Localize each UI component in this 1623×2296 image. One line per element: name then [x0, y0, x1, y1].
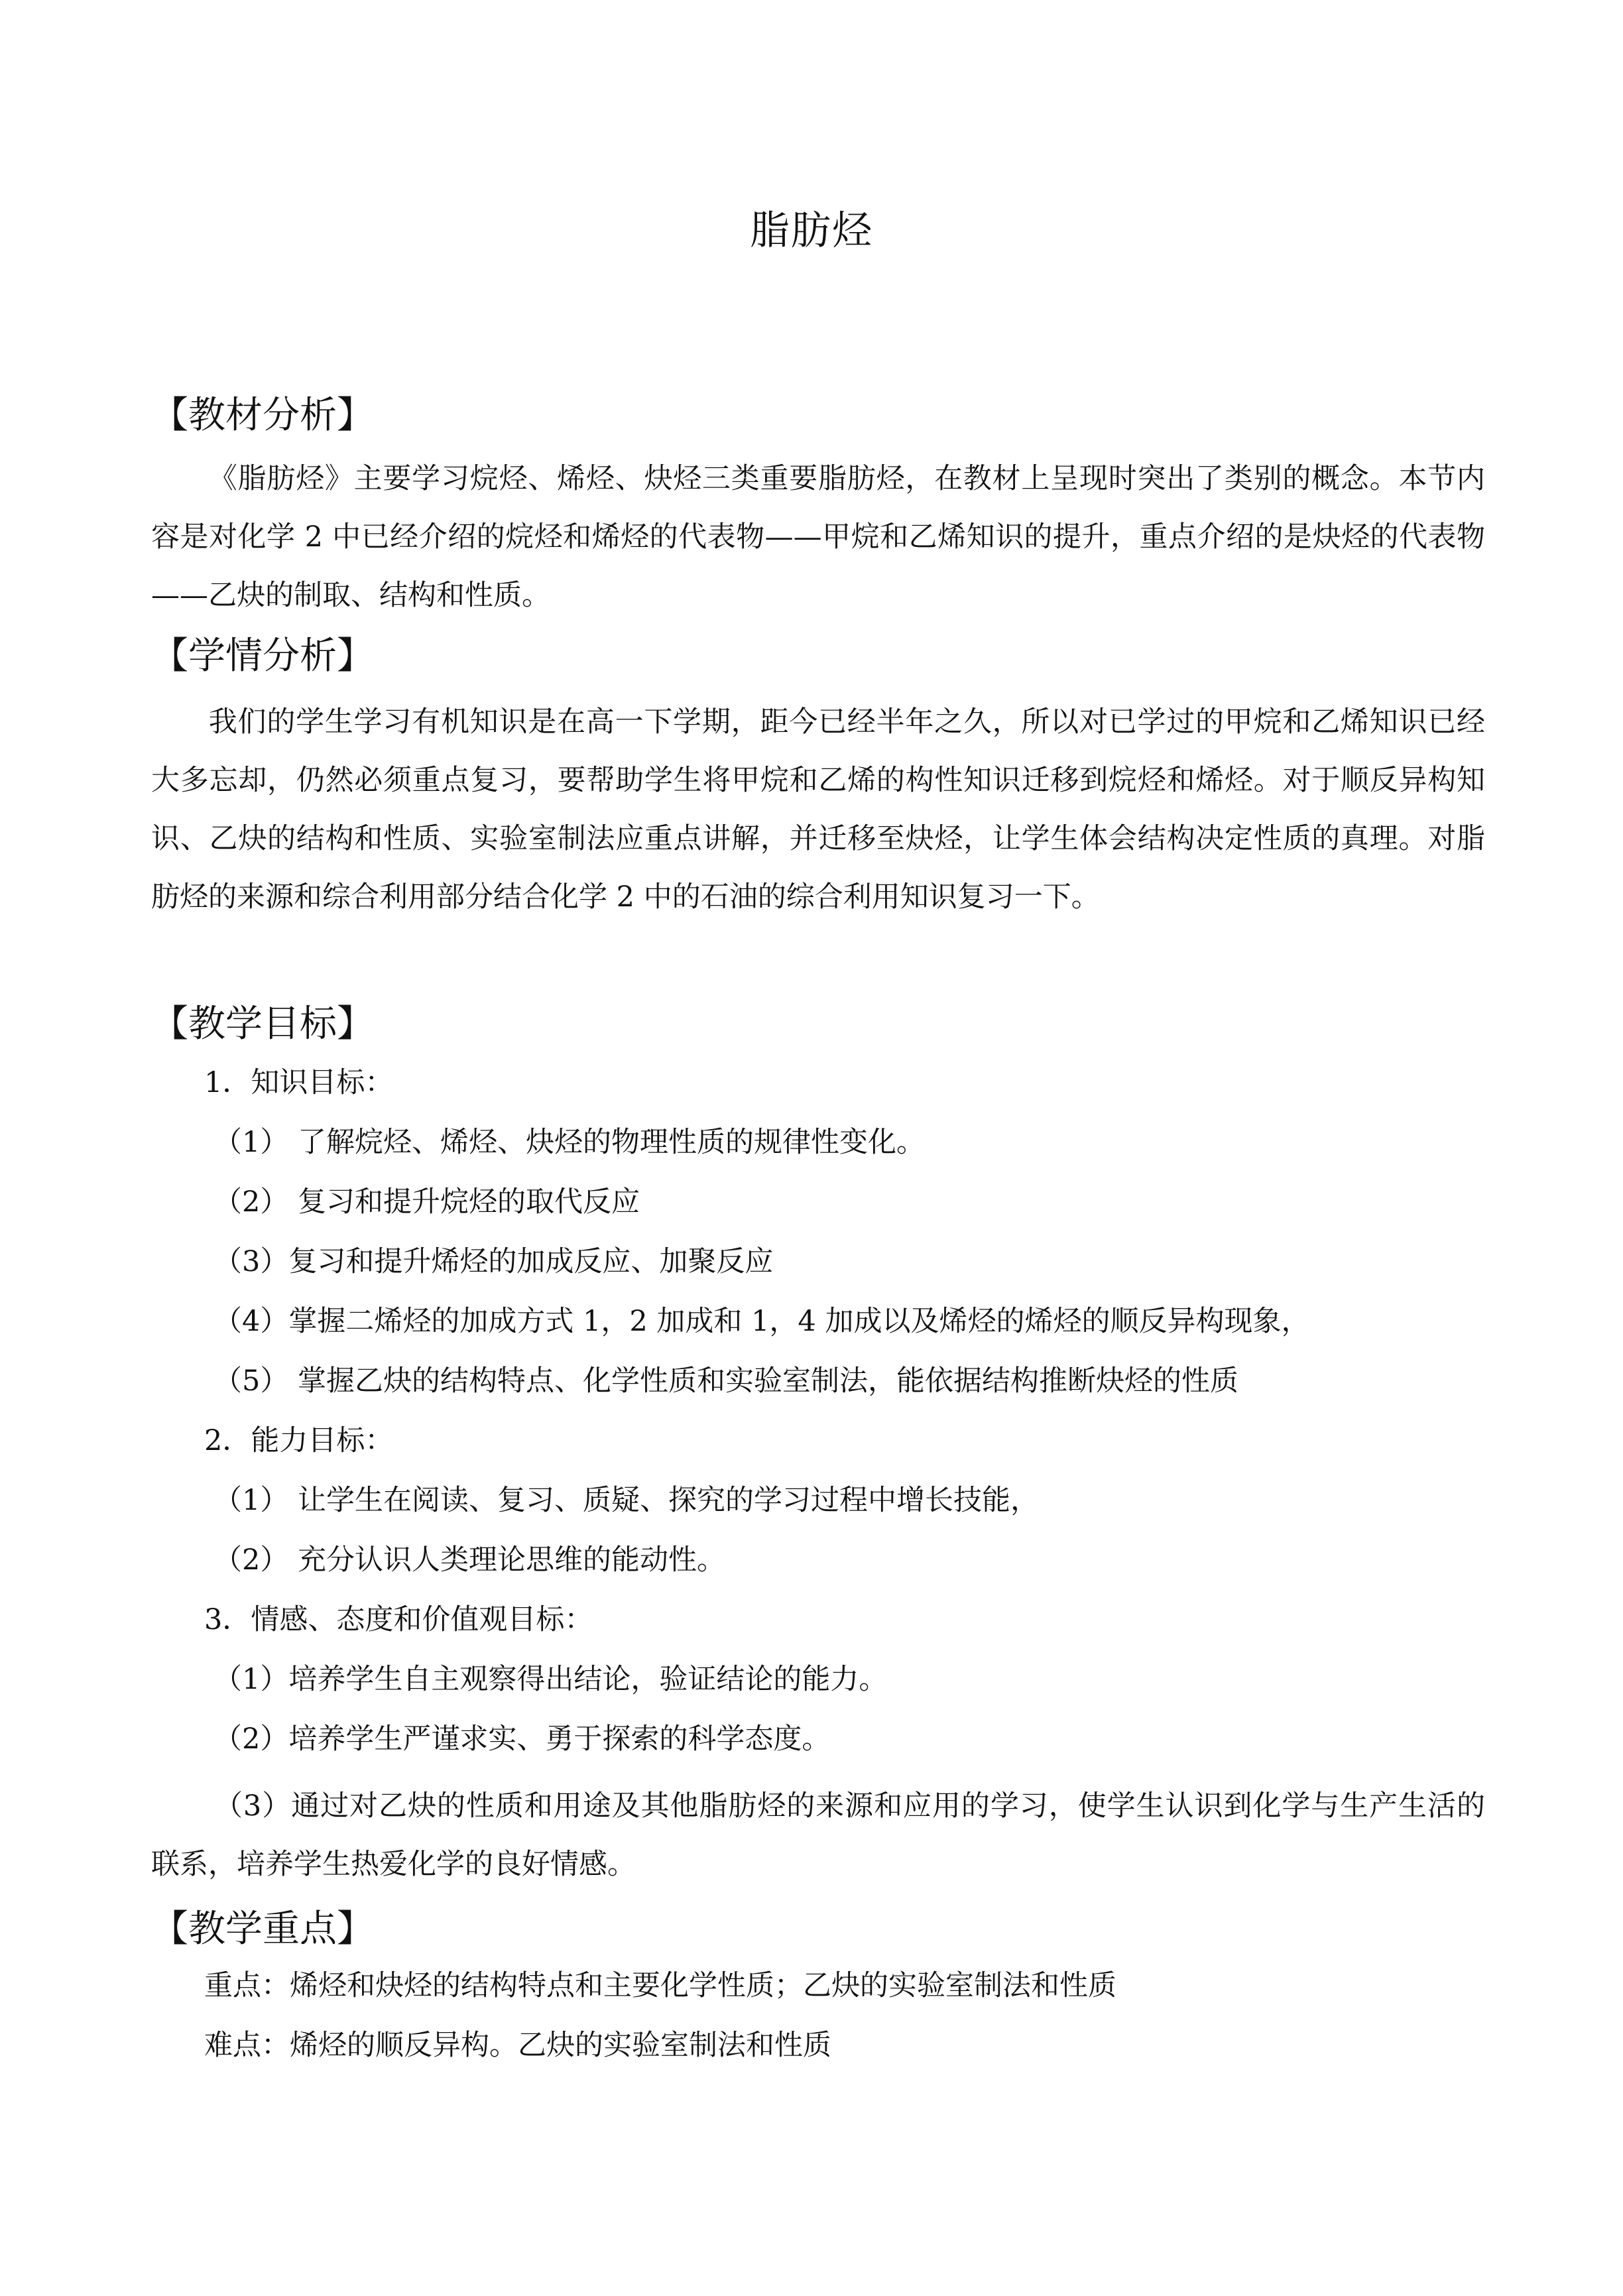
paragraph-textbook-analysis	[151, 450, 1485, 625]
knowledge-goal-item-3: （3）复习和提升烯烃的加成反应、加聚反应	[213, 1245, 774, 1278]
ability-goal-item-2: （2） 充分认识人类理论思维的能动性。	[213, 1543, 726, 1577]
emotion-goal-item-1: （1）培养学生自主观察得出结论，验证结论的能力。	[213, 1663, 888, 1696]
key-point-line: 重点：烯烃和炔烃的结构特点和主要化学性质；乙炔的实验室制法和性质	[204, 1969, 1116, 2002]
emotion-goal-label: 3．情感、态度和价值观目标：	[204, 1603, 593, 1636]
emotion-goal-item-3-text: （3）通过对乙炔的性质和用途及其他脂肪烃的来源和应用的学习，使学生认识到化学与生产生活的联系，培养学生热爱化学的良好情感。	[151, 1789, 1485, 1881]
heading-textbook-analysis: 【教材分析】	[151, 394, 374, 437]
ability-goal-label: 2．能力目标：	[204, 1424, 394, 1457]
paragraph-student-analysis-text: 我们的学生学习有机知识是在高一下学期，距今已经半年之久，所以对已学过的甲烷和乙烯知识已经大多忘却，仍然必须重点复习，要帮助学生将甲烷和乙烯的构性知识迁移到烷烃和烯烃。对于顺反异构知识、乙炔的结构和性质、实验室制法应重点讲解，并迁移至炔烃，让学生体会结构决定性质的真理。对脂肪烃的来源和综合利用部分结合化学 2 中的石油的综合利用知识复习一下。	[151, 705, 1485, 914]
paragraph-student-analysis	[151, 693, 1485, 926]
heading-teaching-focus: 【教学重点】	[151, 1907, 374, 1951]
ability-goal-item-1: （1） 让学生在阅读、复习、质疑、探究的学习过程中增长技能，	[213, 1484, 1040, 1517]
knowledge-goal-item-1: （1） 了解烷烃、烯烃、炔烃的物理性质的规律性变化。	[213, 1126, 926, 1159]
paragraph-textbook-analysis-text: 《脂肪烃》主要学习烷烃、烯烃、炔烃三类重要脂肪烃，在教材上呈现时突出了类别的概念。本节内容是对化学 2 中已经介绍的烷烃和烯烃的代表物——甲烷和乙烯知识的提升，重点介绍的是炔烃的代表物——乙炔的制取、结构和性质。	[151, 462, 1485, 612]
knowledge-goal-item-5: （5） 掌握乙炔的结构特点、化学性质和实验室制法，能依据结构推断炔烃的性质	[213, 1364, 1239, 1398]
emotion-goal-item-3	[151, 1777, 1485, 1894]
document-title: 脂肪烃	[750, 208, 873, 254]
knowledge-goal-item-2: （2） 复习和提升烷烃的取代反应	[213, 1185, 640, 1219]
emotion-goal-item-2: （2）培养学生严谨求实、勇于探索的科学态度。	[213, 1722, 831, 1756]
difficulty-line: 难点：烯烃的顺反异构。乙炔的实验室制法和性质	[204, 2029, 831, 2062]
knowledge-goal-item-4: （4）掌握二烯烃的加成方式 1，2 加成和 1，4 加成以及烯烃的烯烃的顺反异构现象，	[213, 1305, 1310, 1338]
knowledge-goal-label: 1．知识目标：	[204, 1066, 394, 1099]
heading-student-analysis: 【学情分析】	[151, 634, 374, 678]
heading-teaching-goals: 【教学目标】	[151, 1002, 374, 1046]
